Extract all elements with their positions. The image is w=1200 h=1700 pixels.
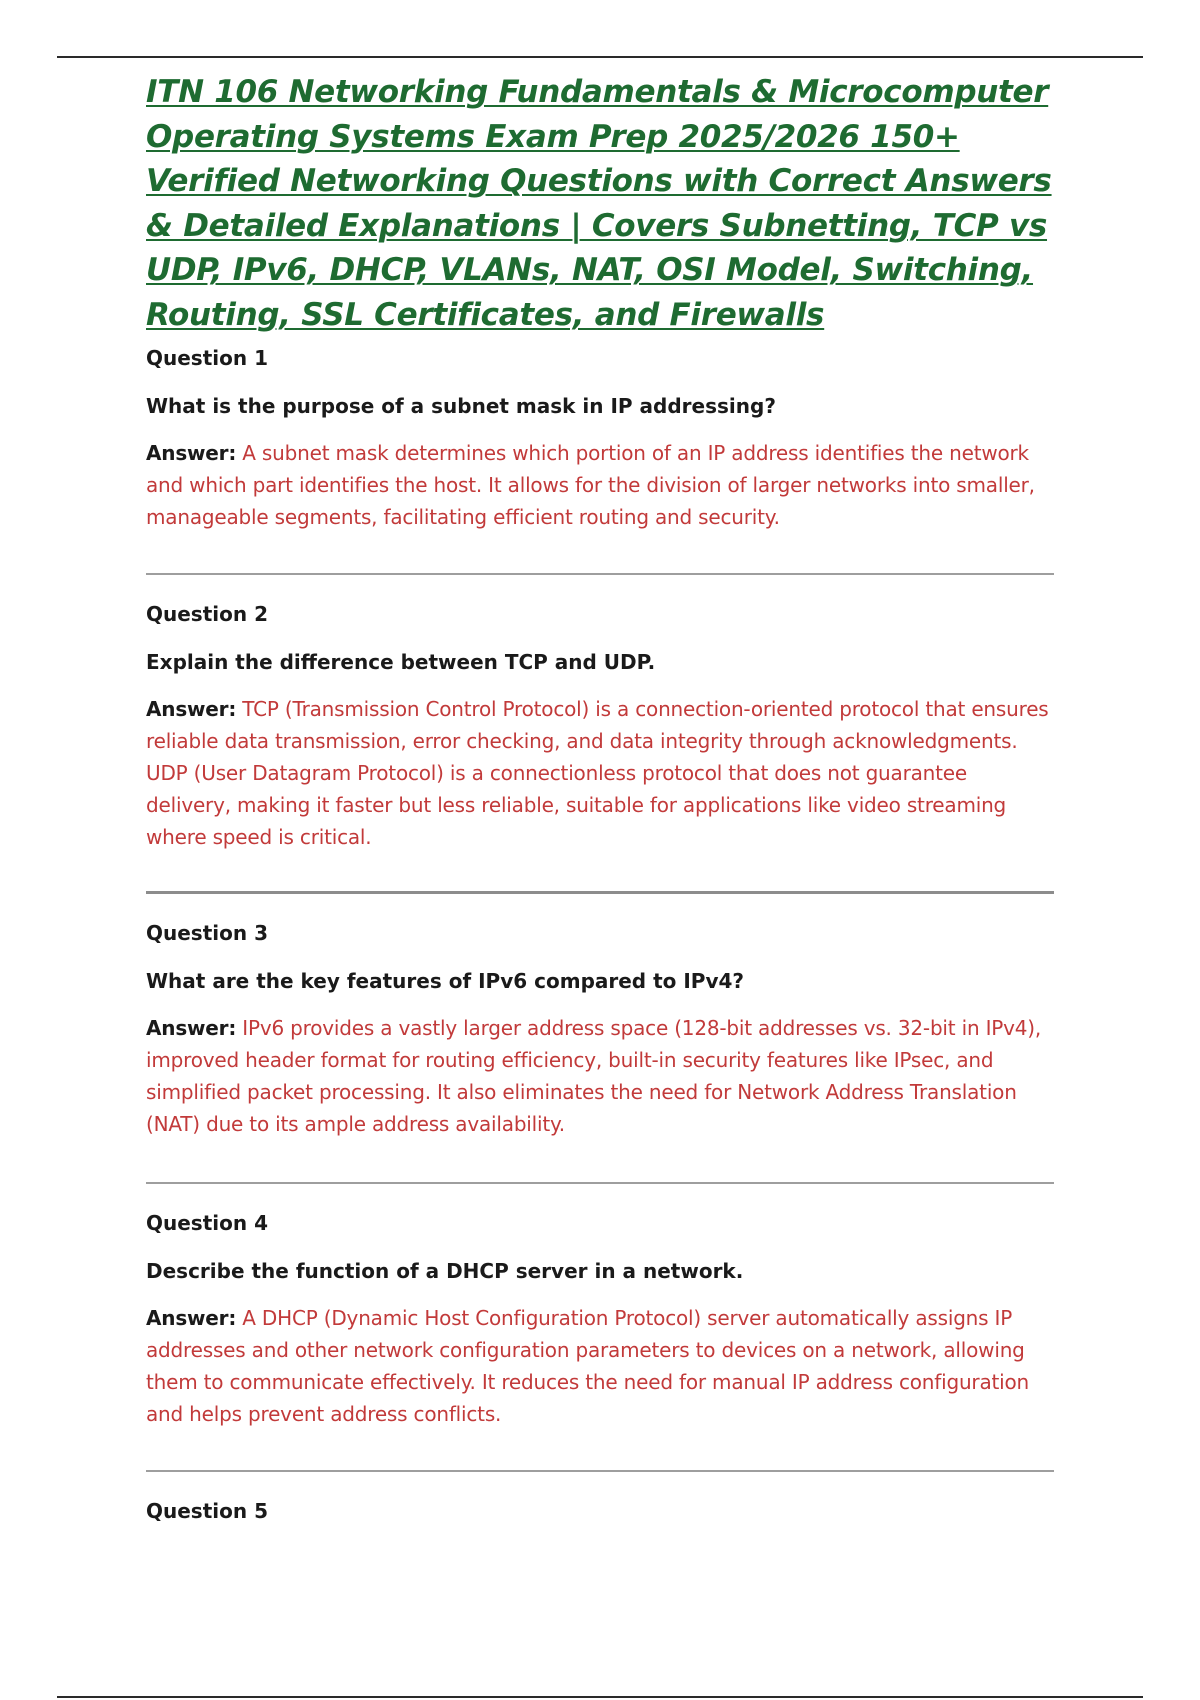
question-block-2	[146, 601, 1054, 853]
answer	[146, 1302, 1054, 1430]
question-divider	[146, 573, 1054, 575]
answer-text: A DHCP (Dynamic Host Configuration Protocol) server automatically assigns IP addresses and other network configuration parameters to devices on a network, allowing them to communicate effectively. It reduces the need for manual IP address configuration and helps prevent address conflicts.	[146, 1306, 1030, 1426]
question-divider	[146, 1182, 1054, 1184]
answer-label: Answer:	[146, 1306, 237, 1330]
question-block-3	[146, 920, 1054, 1140]
answer	[146, 693, 1054, 853]
top-rule	[57, 56, 1143, 58]
answer-label: Answer:	[146, 697, 237, 721]
question-text: What is the purpose of a subnet mask in IP addressing?	[146, 394, 776, 418]
question-block-1	[146, 345, 1054, 533]
question-label: Question 2	[146, 602, 268, 626]
question-label: Question 1	[146, 346, 268, 370]
question-text: Explain the difference between TCP and UDP.	[146, 650, 656, 674]
question-text: What are the key features of IPv6 compared to IPv4?	[146, 969, 745, 993]
bottom-rule	[57, 1696, 1143, 1698]
document-body	[146, 70, 1058, 1524]
question-block-4	[146, 1210, 1054, 1430]
question-label: Question 3	[146, 921, 268, 945]
question-text: Describe the function of a DHCP server in a network.	[146, 1259, 744, 1283]
document-title: ITN 106 Networking Fundamentals & Microcomputer Operating Systems Exam Prep 2025/2026 150+ Verified Networking Questions with Correct Answers & Detailed Explanations | Covers Subnetting, TCP vs UDP, IPv6, DHCP, VLANs, NAT, OSI Model, Switching, Routing, SSL Certificates, and Firewalls	[146, 74, 1052, 333]
answer-text: TCP (Transmission Control Protocol) is a connection-oriented protocol that ensures reliable data transmission, error checking, and data integrity through acknowledgments. UDP (User Datagram Protocol) is a connectionless protocol that does not guarantee delivery, making it faster but less reliable, suitable for applications like video streaming where speed is critical.	[146, 697, 1049, 849]
answer	[146, 437, 1054, 533]
answer-text: IPv6 provides a vastly larger address space (128-bit addresses vs. 32-bit in IPv4), improved header format for routing efficiency, built-in security features like IPsec, and simplified packet processing. It also eliminates the need for Network Address Translation (NAT) due to its ample address availability.	[146, 1016, 1042, 1136]
question-label: Question 4	[146, 1211, 268, 1235]
question-divider	[146, 1470, 1054, 1472]
question-block-5	[146, 1498, 1054, 1524]
answer-label: Answer:	[146, 441, 237, 465]
answer-text: A subnet mask determines which portion of an IP address identifies the network and which part identifies the host. It allows for the division of larger networks into smaller, manageable segments, facilitating efficient routing and security.	[146, 441, 1035, 529]
answer	[146, 1012, 1054, 1140]
question-label: Question 5	[146, 1499, 268, 1523]
answer-label: Answer:	[146, 1016, 237, 1040]
question-divider	[146, 891, 1054, 894]
